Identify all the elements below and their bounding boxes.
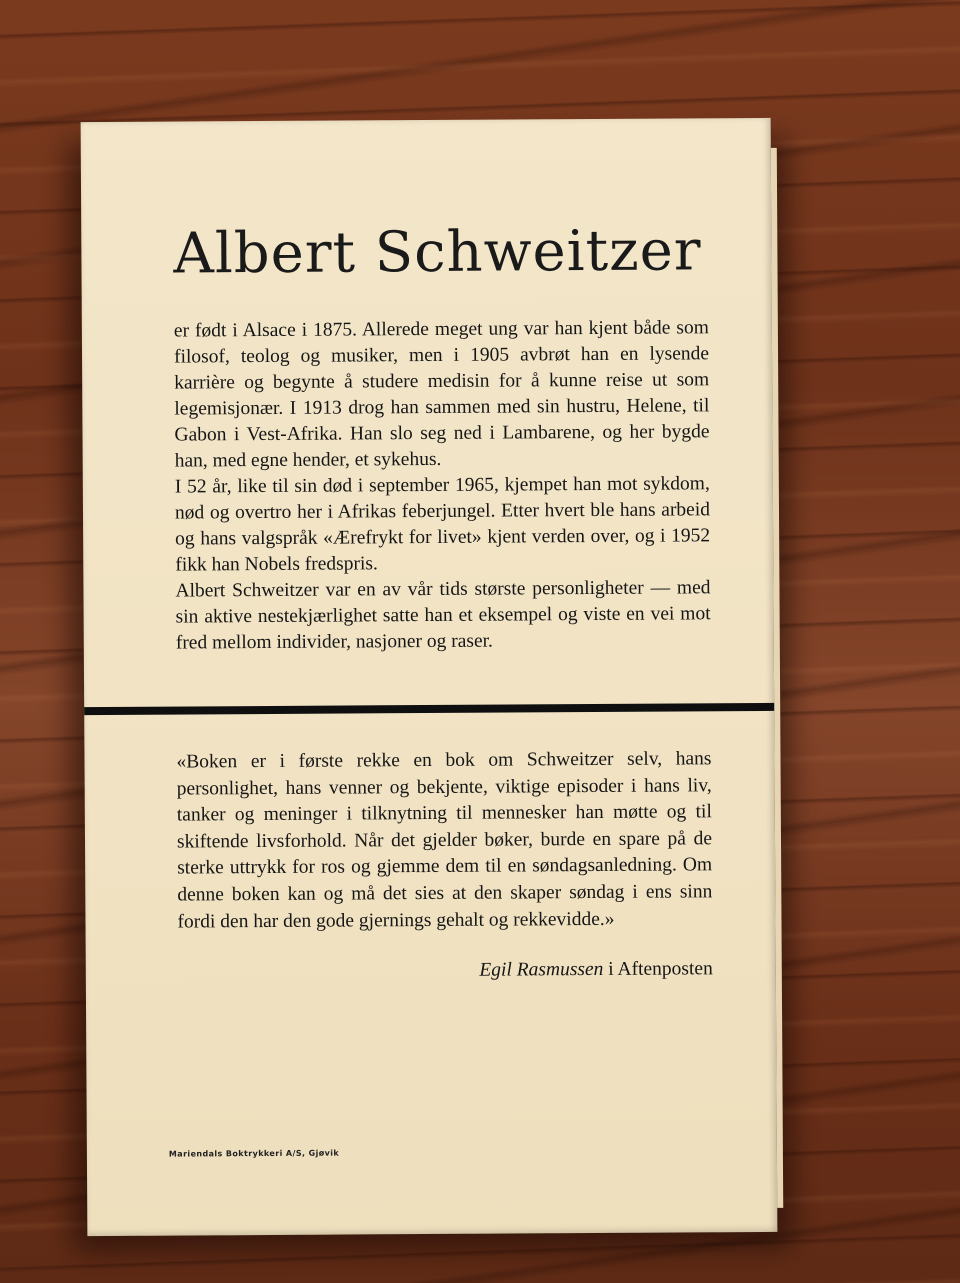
biography-text [174, 315, 711, 656]
reviewer-name: Egil Rasmussen [479, 958, 604, 981]
black-divider-rule [84, 703, 774, 715]
printer-imprint: Mariendals Boktrykkeri A/S, Gjøvik [168, 1148, 340, 1159]
publication-name: Aftenposten [617, 958, 713, 980]
cover-title: Albert Schweitzer [173, 218, 702, 287]
review-quote [176, 746, 712, 935]
quote-text: «Boken er i første rekke en bok om Schweitzer selv, hans personlighet, hans venner og bekjente, viktige episoder i hans liv, tanker og meninger i tilknytning til mennesker han møtte og til skiftende livsforhold. Når det gjelder bøker, burde en spare på de sterke uttrykk for ros og gjemme dem til en søndagsanledning. Om denne boken kan og må det sies at den skaper søndag i ens sinn fordi den har den gode gjernings gehalt og rekkevidde.» [176, 748, 713, 933]
attribution-connector: i [603, 958, 618, 980]
bio-paragraph: er født i Alsace i 1875. Allerede meget ung var han kjent både som filosof, teolog og musiker, men i 1905 avbrøt han en lysende karrière og begynte å studere medisin for å kunne reise ut som legemisjonær. I 1913 drog han sammen med sin hustru, Helene, til Gabon i Vest-Afrika. Han slo seg ned i Lambarene, og her bygde han, med egne hender, et sykehus. [173, 317, 710, 472]
bio-paragraph: I 52 år, like til sin død i september 1965, kjempet han mot sykdom, nød og overtro her i Afrikas feberjungel. Etter hvert ble hans arbeid og hans valgspråk «Ærefrykt for livet» kjent verden over, og i 1952 fikk han Nobels fredspris. [174, 473, 711, 576]
book-back-cover [81, 118, 778, 1236]
bio-paragraph: Albert Schweitzer var en av vår tids største personligheter — med sin aktive nestekjærlighet satte han et eksempel og viste en vei mot fred mellom individer, nasjoner og raser. [175, 577, 711, 654]
quote-attribution [178, 958, 713, 983]
